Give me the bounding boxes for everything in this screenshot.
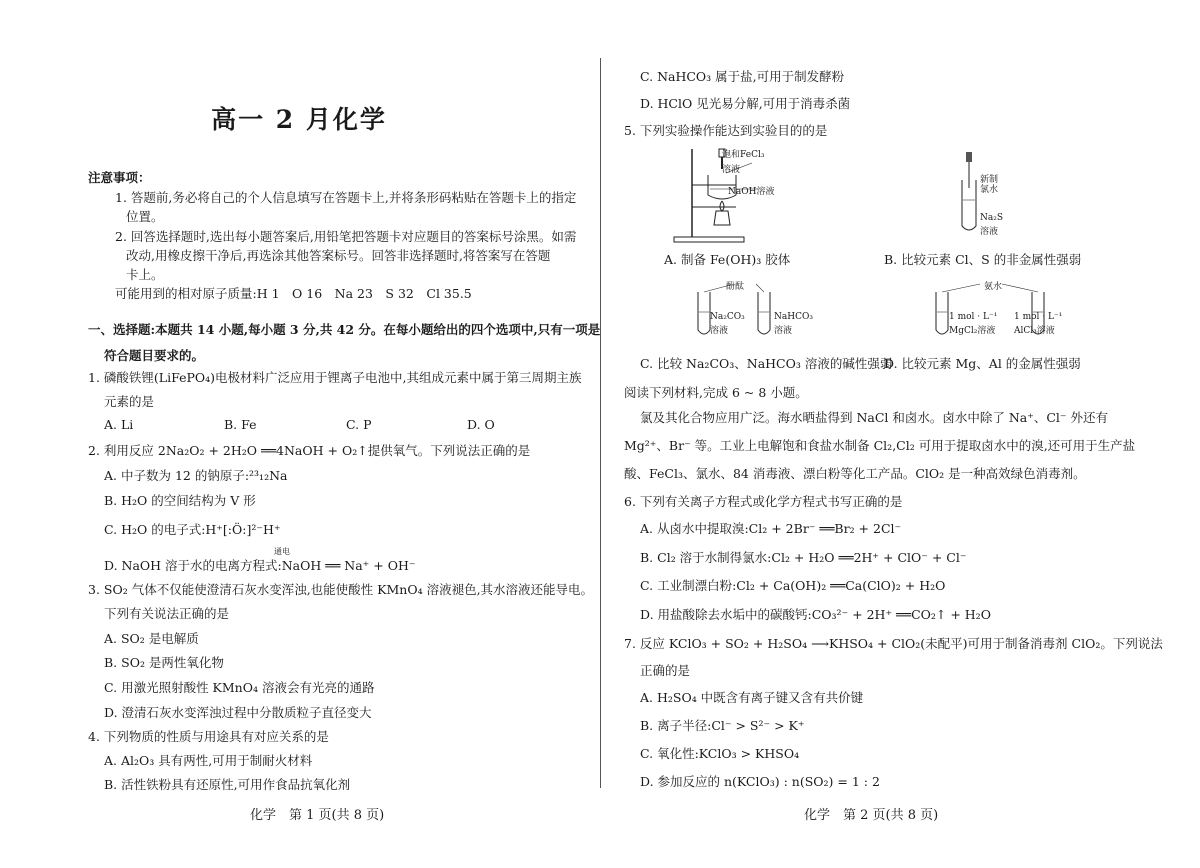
- q7-option-c: C. 氧化性:KClO₃ > KHSO₄: [640, 746, 800, 761]
- q4-option-d: D. HClO 见光易分解,可用于消毒杀菌: [640, 96, 851, 111]
- q1-option-a: A. Li: [104, 417, 134, 432]
- q3-option-d: D. 澄清石灰水变浑浊过程中分散质粒子直径变大: [104, 705, 372, 720]
- fig-b-label3: Na₂S: [980, 213, 1004, 223]
- q2-option-c: C. H₂O 的电子式:H⁺[:Ö:]²⁻H⁺: [104, 522, 281, 537]
- reading-paragraph: 氯及其化合物应用广泛。海水晒盐得到 NaCl 和卤水。卤水中除了 Na⁺、Cl⁻ 外还有: [640, 410, 1108, 425]
- q6-option-a: A. 从卤水中提取溴:Cl₂ + 2Br⁻ ══Br₂ + 2Cl⁻: [640, 521, 902, 536]
- fig-c-left-label2: 溶液: [710, 326, 729, 336]
- page-title: 高一 2 月化学: [211, 105, 387, 134]
- notice-item: 改动,用橡皮擦干净后,再选涂其他答案标号。回答非选择题时,将答案写在答题: [126, 248, 551, 263]
- fig-d-left-label1: 1 mol · L⁻¹: [949, 312, 998, 322]
- q3-option-a: A. SO₂ 是电解质: [104, 631, 199, 646]
- q6-option-c: C. 工业制漂白粉:Cl₂ + Ca(OH)₂ ══Ca(ClO)₂ + H₂O: [640, 578, 946, 593]
- reading-paragraph: 酸、FeCl₃、氯水、84 消毒液、漂白粉等化工产品。ClO₂ 是一种高效绿色消毒剂。: [624, 466, 1086, 481]
- q1-option-c: C. P: [346, 417, 372, 432]
- fig-d-right-label2: AlCl₃溶液: [1014, 326, 1055, 336]
- q1-option-d: D. O: [467, 417, 495, 432]
- notice-item: 位置。: [126, 209, 164, 224]
- q2-option-a: A. 中子数为 12 的钠原子:²³₁₂Na: [104, 468, 288, 483]
- q3-option-b: B. SO₂ 是两性氧化物: [104, 655, 224, 670]
- notice-item: 1. 答题前,务必将自己的个人信息填写在答题卡上,并将条形码粘贴在答题卡上的指定: [115, 190, 577, 205]
- q7-stem: 7. 反应 KClO₃ + SO₂ + H₂SO₄ ⟶KHSO₄ + ClO₂(未配平)可用于制备消毒剂 ClO₂。下列说法: [624, 636, 1163, 651]
- fig-a-label1: 饱和FeCl₃: [722, 150, 765, 160]
- q5-option-b: B. 比较元素 Cl、S 的非金属性强弱: [884, 252, 1082, 267]
- fig-b-label1: 新制: [980, 175, 999, 185]
- q7-option-d: D. 参加反应的 n(KClO₃) : n(SO₂) = 1 : 2: [640, 774, 880, 789]
- q3-option-c: C. 用激光照射酸性 KMnO₄ 溶液会有光亮的通路: [104, 680, 375, 695]
- q5-option-c: C. 比较 Na₂CO₃、NaHCO₃ 溶液的碱性强弱: [640, 356, 893, 371]
- q4-option-a: A. Al₂O₃ 具有两性,可用于制耐火材料: [104, 753, 313, 768]
- notice-item: 2. 回答选择题时,选出每小题答案后,用铅笔把答题卡对应题目的答案标号涂黑。如需: [115, 229, 577, 244]
- q6-stem: 6. 下列有关离子方程式或化学方程式书写正确的是: [624, 494, 903, 509]
- fig-d-top-label: 氨水: [984, 282, 1003, 292]
- q7-option-a: A. H₂SO₄ 中既含有离子键又含有共价键: [640, 690, 864, 705]
- q6-option-b: B. Cl₂ 溶于水制得氯水:Cl₂ + H₂O ══2H⁺ + ClO⁻ + Cl⁻: [640, 550, 967, 565]
- q4-stem: 4. 下列物质的性质与用途具有对应关系的是: [88, 729, 329, 744]
- fig-a-label2: 溶液: [722, 165, 741, 175]
- q2-stem: 2. 利用反应 2Na₂O₂ + 2H₂O ══4NaOH + O₂↑提供氧气。下列说法正确的是: [88, 443, 531, 458]
- footer-right: 化学 第 2 页(共 8 页): [804, 808, 939, 823]
- fig-b-label2: 氯水: [980, 185, 999, 195]
- q7-option-b: B. 离子半径:Cl⁻ > S²⁻ > K⁺: [640, 718, 805, 733]
- fig-a-label3: NaOH溶液: [728, 187, 775, 197]
- reading-intro: 阅读下列材料,完成 6 ~ 8 小题。: [624, 385, 808, 400]
- q1-stem-cont: 元素的是: [104, 394, 155, 409]
- q6-option-d: D. 用盐酸除去水垢中的碳酸钙:CO₃²⁻ + 2H⁺ ══CO₂↑ + H₂O: [640, 607, 991, 622]
- q7-stem-cont: 正确的是: [640, 663, 691, 678]
- q3-stem-cont: 下列有关说法正确的是: [104, 606, 230, 621]
- q2-option-b: B. H₂O 的空间结构为 V 形: [104, 493, 256, 508]
- q2-d-condition: 通电: [274, 547, 290, 556]
- q3-stem: 3. SO₂ 气体不仅能使澄清石灰水变浑浊,也能使酸性 KMnO₄ 溶液褪色,其水溶液还能导电。: [88, 582, 594, 597]
- section-heading: 一、选择题:本题共 14 小题,每小题 3 分,共 42 分。在每小题给出的四个选项中,只有一项是: [88, 322, 601, 337]
- notice-item: 卡上。: [126, 267, 164, 282]
- section-heading-cont: 符合题目要求的。: [104, 348, 205, 363]
- fig-c-left-label1: Na₂CO₃: [710, 312, 745, 322]
- right-page: [604, 0, 1200, 868]
- fig-c-top-label: 酚酞: [726, 282, 745, 292]
- fig-c-right-label1: NaHCO₃: [774, 312, 813, 322]
- fig-d-right-label1: 1 mol · L⁻¹: [1014, 312, 1063, 322]
- q1-stem: 1. 磷酸铁锂(LiFePO₄)电极材料广泛应用于锂离子电池中,其组成元素中属于第三周期主族: [88, 370, 582, 385]
- q5-stem: 5. 下列实验操作能达到实验目的的是: [624, 123, 828, 138]
- fig-b-label4: 溶液: [980, 227, 999, 237]
- fig-d-left-label2: MgCl₂溶液: [949, 326, 996, 336]
- atomic-masses: 可能用到的相对原子质量:H 1 O 16 Na 23 S 32 Cl 35.5: [115, 286, 472, 301]
- q5-option-a: A. 制备 Fe(OH)₃ 胶体: [664, 252, 791, 267]
- notice-heading: 注意事项：: [88, 170, 151, 185]
- q2-option-d: D. NaOH 溶于水的电离方程式:NaOH ══ Na⁺ + OH⁻: [104, 558, 416, 573]
- q4-option-b: B. 活性铁粉具有还原性,可用作食品抗氧化剂: [104, 777, 351, 792]
- fig-c-right-label2: 溶液: [774, 326, 793, 336]
- footer-left: 化学 第 1 页(共 8 页): [250, 808, 385, 823]
- q5-option-d: D. 比较元素 Mg、Al 的金属性强弱: [884, 356, 1081, 371]
- q1-option-b: B. Fe: [224, 417, 257, 432]
- page-divider: [600, 58, 601, 788]
- q4-option-c: C. NaHCO₃ 属于盐,可用于制发酵粉: [640, 69, 845, 84]
- reading-paragraph: Mg²⁺、Br⁻ 等。工业上电解饱和食盐水制备 Cl₂,Cl₂ 可用于提取卤水中的溴,还可用于生产盐: [624, 438, 1136, 453]
